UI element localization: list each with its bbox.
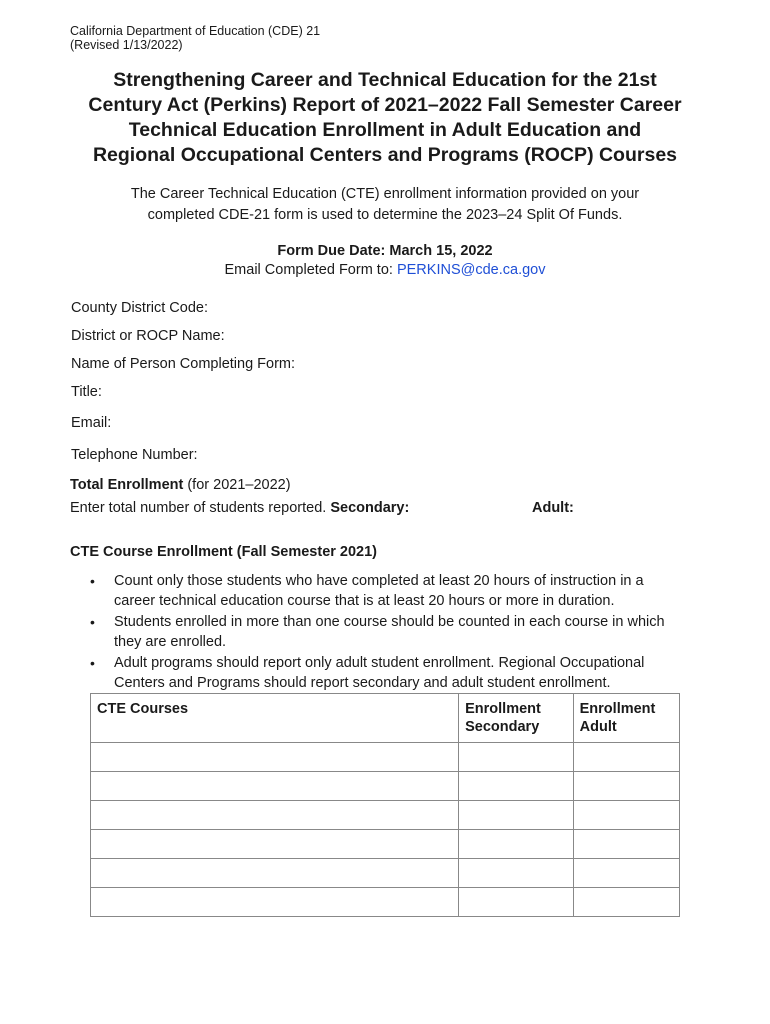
cte-courses-table bbox=[90, 693, 680, 917]
table-row bbox=[91, 772, 680, 801]
county-district-code-label: County District Code: bbox=[71, 300, 208, 316]
total-enrollment-bold: Total Enrollment bbox=[70, 477, 184, 493]
person-name-label: Name of Person Completing Form: bbox=[71, 356, 296, 372]
course-name-cell[interactable] bbox=[91, 888, 459, 917]
secondary-label: Secondary: bbox=[330, 500, 410, 516]
adult-enrollment-cell[interactable] bbox=[573, 801, 679, 830]
header-secondary-line-2: Secondary bbox=[465, 719, 540, 735]
secondary-enrollment-cell[interactable] bbox=[459, 772, 574, 801]
list-item bbox=[88, 612, 698, 652]
intro-paragraph bbox=[80, 184, 690, 226]
district-name-label: District or ROCP Name: bbox=[71, 328, 225, 344]
secondary-enrollment-cell[interactable] bbox=[459, 859, 574, 888]
course-name-cell[interactable] bbox=[91, 801, 459, 830]
email-link[interactable]: PERKINS@cde.ca.gov bbox=[396, 262, 546, 278]
adult-enrollment-cell[interactable] bbox=[573, 888, 679, 917]
form-code-line: California Department of Education (CDE) 21 bbox=[70, 24, 321, 38]
adult-enrollment-cell[interactable] bbox=[573, 772, 679, 801]
table-row bbox=[91, 801, 680, 830]
course-name-cell[interactable] bbox=[91, 830, 459, 859]
bullet-3-line-2: Centers and Programs should report secondary and adult student enrollment. bbox=[114, 675, 611, 691]
table-row bbox=[91, 859, 680, 888]
secondary-enrollment-cell[interactable] bbox=[459, 743, 574, 772]
email-field-label: Email: bbox=[71, 415, 112, 431]
title-line-2: Century Act (Perkins) Report of 2021–2022 Fall Semester Career bbox=[88, 94, 682, 116]
form-identifier bbox=[70, 24, 320, 52]
adult-enrollment-cell[interactable] bbox=[573, 830, 679, 859]
secondary-enrollment-cell[interactable] bbox=[459, 830, 574, 859]
header-cte-courses: CTE Courses bbox=[91, 694, 459, 743]
revision-date-line: (Revised 1/13/2022) bbox=[70, 38, 183, 52]
total-enrollment-year: (for 2021–2022) bbox=[183, 477, 291, 493]
header-adult-line-2: Adult bbox=[579, 719, 617, 735]
instruction-list bbox=[88, 571, 698, 694]
due-date-label: Form Due Date: March 15, 2022 bbox=[277, 243, 493, 259]
bullet-icon: • bbox=[90, 573, 95, 589]
secondary-enrollment-cell[interactable] bbox=[459, 888, 574, 917]
page-title bbox=[50, 68, 720, 168]
course-name-cell[interactable] bbox=[91, 859, 459, 888]
header-enrollment-secondary bbox=[459, 694, 574, 743]
cte-section-heading: CTE Course Enrollment (Fall Semester 2021) bbox=[70, 544, 378, 560]
title-line-4: Regional Occupational Centers and Programs (ROCP) Courses bbox=[92, 144, 678, 166]
list-item bbox=[88, 653, 698, 693]
title-line-3: Technical Education Enrollment in Adult Education and bbox=[128, 119, 642, 141]
adult-enrollment-cell[interactable] bbox=[573, 859, 679, 888]
table-header-row bbox=[91, 694, 680, 743]
course-name-cell[interactable] bbox=[91, 772, 459, 801]
title-line-1: Strengthening Career and Technical Education for the 21st bbox=[113, 69, 657, 91]
email-instruction bbox=[80, 261, 690, 280]
secondary-enrollment-cell[interactable] bbox=[459, 801, 574, 830]
adult-enrollment-cell[interactable] bbox=[573, 743, 679, 772]
intro-line-1: The Career Technical Education (CTE) enrollment information provided on your bbox=[130, 186, 640, 202]
intro-line-2: completed CDE-21 form is used to determine the 2023–24 Split Of Funds. bbox=[147, 207, 623, 223]
header-adult-line-1: Enrollment bbox=[579, 701, 656, 717]
bullet-3-line-1: Adult programs should report only adult student enrollment. Regional Occupational bbox=[114, 655, 645, 671]
header-enrollment-adult bbox=[573, 694, 679, 743]
course-name-cell[interactable] bbox=[91, 743, 459, 772]
bullet-2-line-1: Students enrolled in more than one course should be counted in each course in which bbox=[114, 614, 665, 630]
due-date-block bbox=[80, 242, 690, 280]
table-row bbox=[91, 888, 680, 917]
enter-total-text: Enter total number of students reported. bbox=[70, 500, 331, 516]
bullet-1-line-2: career technical education course that is at least 20 hours or more in duration. bbox=[114, 593, 615, 609]
adult-label: Adult: bbox=[532, 500, 574, 516]
title-field-label: Title: bbox=[71, 384, 102, 400]
email-instruction-label: Email Completed Form to: bbox=[224, 262, 397, 278]
header-secondary-line-1: Enrollment bbox=[465, 701, 541, 717]
bullet-1-line-1: Count only those students who have completed at least 20 hours of instruction in a bbox=[114, 573, 644, 589]
table-row bbox=[91, 830, 680, 859]
list-item bbox=[88, 571, 698, 611]
bullet-icon: • bbox=[90, 614, 95, 630]
bullet-icon: • bbox=[90, 655, 95, 671]
table-row bbox=[91, 743, 680, 772]
bullet-2-line-2: they are enrolled. bbox=[114, 634, 227, 650]
telephone-field-label: Telephone Number: bbox=[71, 447, 198, 463]
total-entry-line bbox=[70, 498, 690, 518]
total-enrollment-heading bbox=[70, 475, 291, 495]
